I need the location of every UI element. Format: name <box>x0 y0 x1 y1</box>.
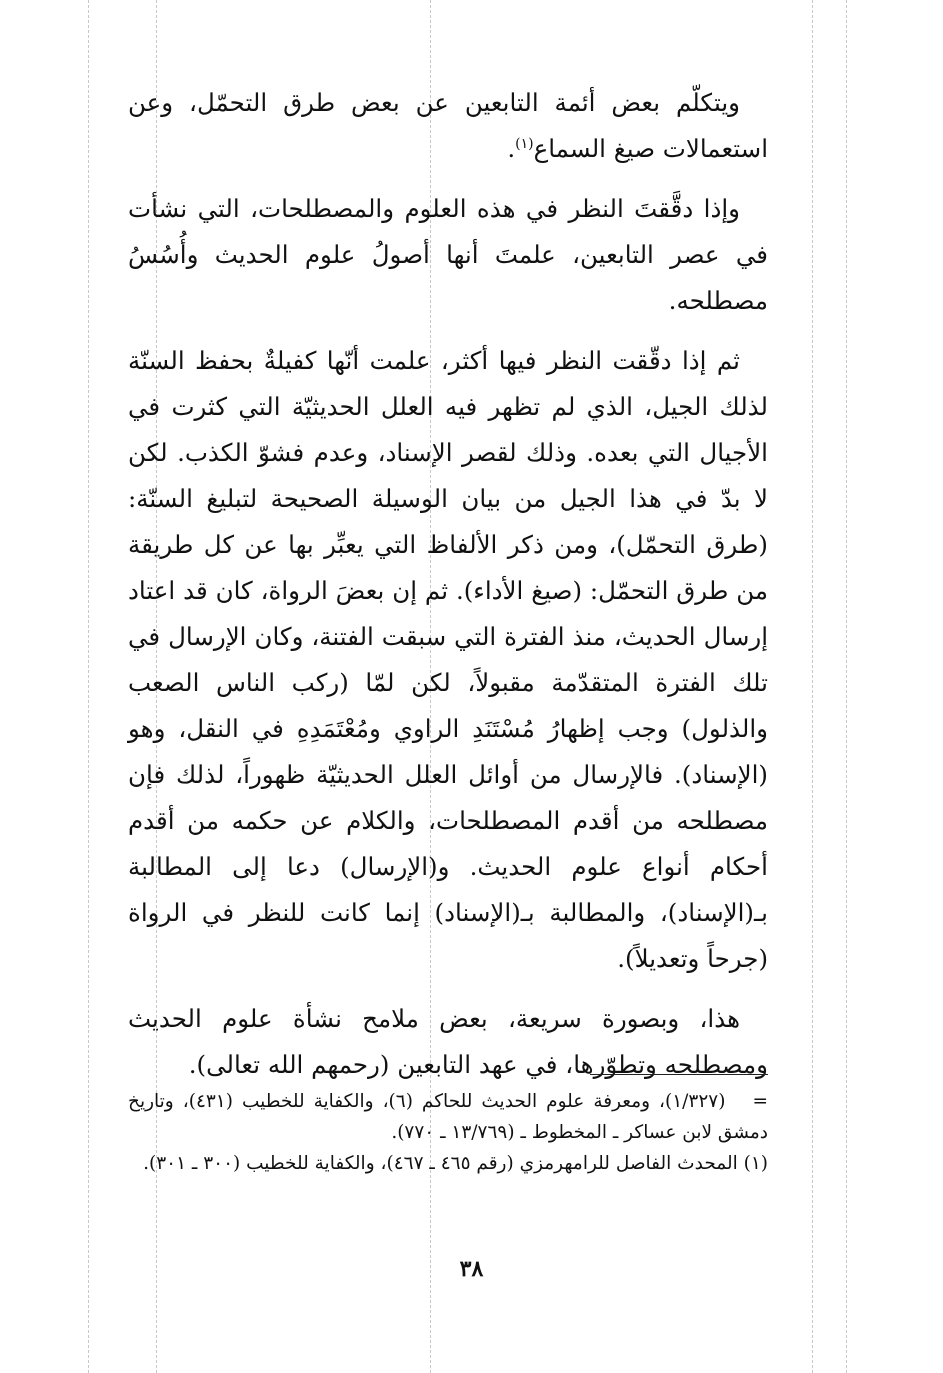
footnote-reference: (١) <box>515 135 534 152</box>
footnote-text: المحدث الفاصل للرامهرمزي (رقم ٤٦٥ ـ ٤٦٧)، والكفاية للخطيب (٣٠٠ ـ ٣٠١). <box>143 1153 738 1174</box>
footnotes <box>128 1086 768 1179</box>
scan-guide-line <box>846 0 847 1373</box>
paragraph-3-text: ثم إذا دقّقت النظر فيها أكثر، علمت أنّها كفيلةٌ بحفظ السنّة لذلك الجيل، الذي لم تظهر فيه العلل الحديثيّة التي كثرت في الأجيال التي بعده. وذلك لقصر الإسناد، وعدم فشوّ الكذب. لكن لا بدّ في هذا الجيل من بيان الوسيلة الصحيحة لتبليغ السنّة: (طرق التحمّل)، ومن ذكر الألفاظ التي يعبِّر بها عن كل طريقة من طرق التحمّل: (صيغ الأداء). ثم إن بعضَ الرواة، كان قد اعتاد إرسال الحديث، منذ الفترة التي سبقت الفتنة، وكان الإرسال في تلك الفترة المتقدّمة مقبولاً، لكن لمّا (ركب الناس الصعب والذلول) وجب إظهارُ مُسْتَنَدِ الراوي ومُعْتَمَدِهِ في النقل، وهو (الإسناد). فالإرسال من أوائل العلل الحديثيّة ظهوراً، لذلك فإن مصطلحه من أقدم المصطلحات، والكلام عن حكمه من أقدم أحكام أنواع علوم الحديث. و(الإرسال) دعا إلى المطالبة بـ(الإسناد)، والمطالبة بـ(الإسناد) إنما كانت للنظر في الرواة (جرحاً وتعديلاً). <box>128 346 768 973</box>
footnote-continuation <box>128 1086 768 1148</box>
page-body <box>128 80 768 1088</box>
paragraph-1-text: ويتكلّم بعض أئمة التابعين عن بعض طرق التحمّل، وعن استعمالات صيغ السماع <box>128 88 768 163</box>
footnote-marker: (١) <box>743 1153 768 1174</box>
paragraph-3 <box>128 338 768 982</box>
footnote-text: (١/٣٢٧)، ومعرفة علوم الحديث للحاكم (٦)، والكفاية للخطيب (٤٣١)، وتاريخ دمشق لابن عساكر ـ المخطوط ـ (١٣/٧٦٩ ـ ٧٧٠). <box>128 1091 768 1143</box>
footnote-marker: = <box>752 1091 768 1112</box>
paragraph-2-text: وإذا دقَّقتَ النظر في هذه العلوم والمصطلحات، التي نشأت في عصر التابعين، علمتَ أنها أصولُ علوم الحديث وأُسُسُ مصطلحه. <box>128 194 768 315</box>
footnote-separator <box>590 1074 768 1075</box>
scan-guide-line <box>812 0 813 1373</box>
footnote-1 <box>128 1148 768 1179</box>
scan-guide-line <box>88 0 89 1373</box>
paragraph-1-end: . <box>507 134 516 163</box>
paragraph-4-text: هذا، وبصورة سريعة، بعض ملامح نشأة علوم الحديث ومصطلحه وتطوّرها، في عهد التابعين (رحمهم الله تعالى). <box>128 1004 768 1079</box>
paragraph-1 <box>128 80 768 172</box>
paragraph-2 <box>128 186 768 324</box>
page-number: ٣٨ <box>459 1256 484 1282</box>
